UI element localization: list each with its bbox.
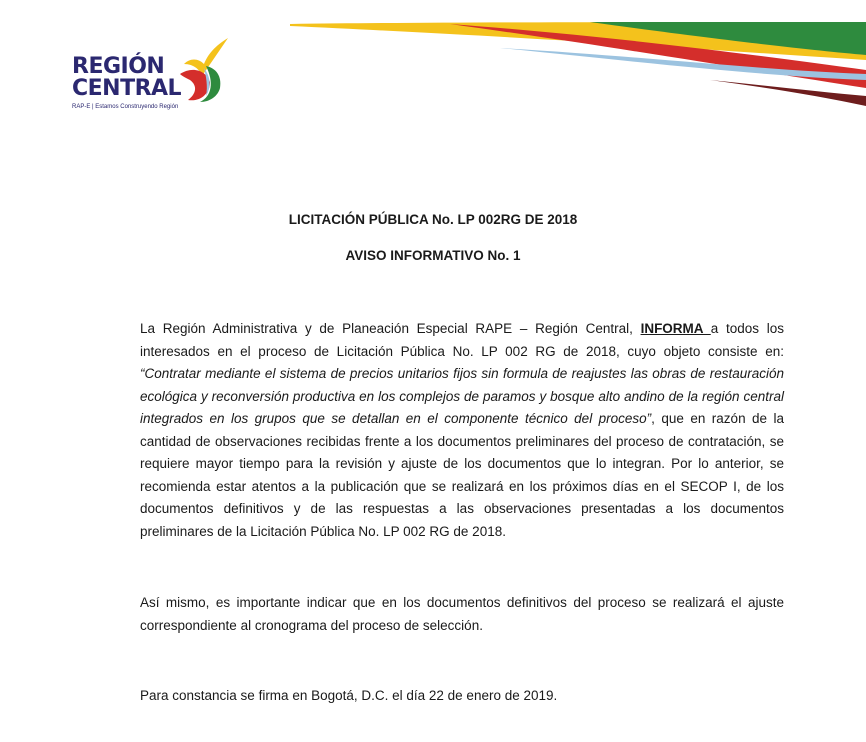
paragraph-intro: La Región Administrativa y de Planeación Especial RAPE – Región Central, [140,321,641,336]
contract-object-quote: “Contratar mediante el sistema de precios unitarios fijos sin formula de reajustes las obras de restauración ecológica y reconversión productiva en los complejos de paramos y bosque alto andino de la región central integrados en los grupos que se detallan en el componente técnico del proceso” [140,366,784,426]
paragraph-rest: , que en razón de la cantidad de observaciones recibidas frente a los documentos preliminares del proceso de contratación, se requiere mayor tiempo para la revisión y ajuste de los documentos que lo integran. Por lo anterior, se recomienda estar atentos a la publicación que se realizará en los próximos días en el SECOP I, de los documentos definitivos y de las respuestas a las observaciones presentadas a los documentos preliminares de la Licitación Pública No. LP 002 RG de 2018. [140,411,784,539]
paragraph-schedule-adjustment: Así mismo, es importante indicar que en los documentos definitivos del proceso se realizará el ajuste correspondiente al cronograma del proceso de selección. [140,595,784,633]
logo-text-central: CENTRAL [72,76,182,101]
paragraph-after-emphasis: a todos los interesados en el proceso de Licitación Pública No. LP 002 RG de 2018, cuyo objeto consiste en: [140,321,784,359]
paragraph-main [140,318,784,543]
hummingbird-icon [170,36,230,106]
decorative-color-banner [290,10,866,120]
logo-text-region: REGIÓN [72,54,165,79]
informa-emphasis: INFORMA [640,321,711,336]
paragraph-signature-date: Para constancia se firma en Bogotá, D.C. el día 22 de enero de 2019. [140,688,558,703]
region-central-logo [72,36,232,116]
logo-tagline: RAP-E | Estamos Construyendo Región [72,104,179,110]
document-title: LICITACIÓN PÚBLICA No. LP 002RG DE 2018 [288,212,578,227]
document-subtitle: AVISO INFORMATIVO No. 1 [345,248,521,263]
